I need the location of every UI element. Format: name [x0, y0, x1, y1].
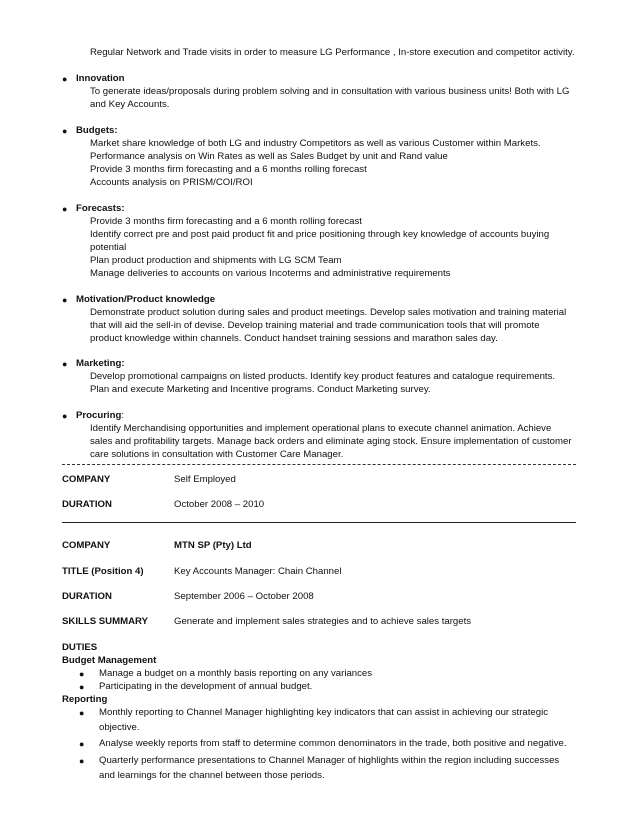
- section-heading-procuring: Procuring:: [76, 410, 124, 421]
- reporting-item-cont: and learnings for the channel between those periods.: [99, 770, 325, 781]
- budgets-line: Performance analysis on Win Rates as well as Sales Budget by unit and Rand value: [90, 151, 448, 162]
- job2-title-value: Key Accounts Manager: Chain Channel: [174, 566, 342, 577]
- motivation-line: product knowledge within channels. Conduct handset training sessions and marathon sales day.: [90, 333, 498, 344]
- job1-duration-label: DURATION: [62, 499, 112, 510]
- bullet-icon: ●: [62, 126, 68, 136]
- bullet-icon: ●: [79, 739, 85, 749]
- marketing-line: Plan and execute Marketing and Incentive programs. Conduct Marketing survey.: [90, 384, 431, 395]
- job2-duration-label: DURATION: [62, 591, 112, 602]
- reporting-heading: Reporting: [62, 694, 108, 705]
- reporting-item: Quarterly performance presentations to Channel Manager of highlights within the region including successes: [99, 755, 560, 766]
- reporting-item-cont: objective.: [99, 722, 140, 733]
- forecasts-line: Manage deliveries to accounts on various Incoterms and administrative requirements: [90, 268, 451, 279]
- section-heading-motivation: Motivation/Product knowledge: [76, 294, 216, 305]
- forecasts-line: Identify correct pre and post paid product fit and price positioning through key knowledge of accounts buying: [90, 229, 550, 240]
- job1-duration-value: October 2008 – 2010: [174, 499, 265, 510]
- job1-company-label: COMPANY: [62, 474, 111, 485]
- job2-duration-value: September 2006 – October 2008: [174, 591, 314, 602]
- forecasts-line: potential: [90, 242, 127, 253]
- reporting-item: Monthly reporting to Channel Manager highlighting key indicators that can assist in achieving our strategic: [99, 707, 549, 718]
- budget-item: Manage a budget on a monthly basis reporting on any variances: [99, 668, 373, 679]
- motivation-line: that will aid the sell-in of devise. Develop training material and trade communication tools that will promote: [90, 320, 540, 331]
- bullet-icon: ●: [62, 411, 68, 421]
- budget-item: Participating in the development of annual budget.: [99, 681, 313, 692]
- bullet-icon: ●: [62, 204, 68, 214]
- section-heading-innovation: Innovation: [76, 73, 125, 84]
- section-heading-forecasts: Forecasts:: [76, 203, 125, 214]
- motivation-line: Demonstrate product solution during sales and product meetings. Develop sales motivation and training material: [90, 307, 567, 318]
- budgets-line: Market share knowledge of both LG and industry Competitors as well as various Customer within Markets.: [90, 138, 541, 149]
- bullet-icon: ●: [62, 74, 68, 84]
- marketing-line: Develop promotional campaigns on listed products. Identify key product features and catalogue requirements.: [90, 371, 556, 382]
- duties-heading: DUTIES: [62, 642, 98, 653]
- budgets-line: Provide 3 months firm forecasting and a 6 months rolling forecast: [90, 164, 367, 175]
- bullet-icon: ●: [62, 295, 68, 305]
- innovation-line: and Key Accounts.: [90, 99, 170, 110]
- job2-skills-value: Generate and implement sales strategies and to achieve sales targets: [174, 616, 472, 627]
- budgets-line: Accounts analysis on PRISM/COI/ROI: [90, 177, 253, 188]
- section-heading-budgets: Budgets:: [76, 125, 118, 136]
- procuring-line: care solutions in consultation with Customer Care Manager.: [90, 449, 344, 460]
- forecasts-line: Plan product production and shipments with LG SCM Team: [90, 255, 342, 266]
- job2-company-value: MTN SP (Pty) Ltd: [174, 540, 252, 551]
- job2-skills-label: SKILLS SUMMARY: [62, 616, 148, 627]
- bullet-icon: ●: [79, 682, 85, 692]
- bullet-icon: ●: [79, 756, 85, 766]
- job2-company-label: COMPANY: [62, 540, 111, 551]
- procuring-line: Identify Merchandising opportunities and implement operational plans to execute channel animation. Achieve: [90, 423, 552, 434]
- innovation-line: To generate ideas/proposals during problem solving and in consultation with various business units! Both with LG: [90, 86, 570, 97]
- bullet-icon: ●: [79, 708, 85, 718]
- procuring-line: sales and profitability targets. Manage back orders and eliminate aging stock. Ensure implementation of customer: [90, 436, 572, 447]
- bullet-icon: ●: [79, 669, 85, 679]
- budget-management-heading: Budget Management: [62, 655, 157, 666]
- job1-company-value: Self Employed: [174, 474, 236, 485]
- section-divider: [62, 464, 576, 465]
- bullet-icon: ●: [62, 359, 68, 369]
- intro-line: Regular Network and Trade visits in order to measure LG Performance , In-store execution and competitor activity.: [90, 47, 575, 58]
- reporting-item: Analyse weekly reports from staff to determine common denominators in the trade, both positive and negative.: [99, 738, 567, 749]
- forecasts-line: Provide 3 months firm forecasting and a 6 month rolling forecast: [90, 216, 362, 227]
- section-divider: [62, 522, 576, 523]
- job2-title-label: TITLE (Position 4): [62, 566, 144, 577]
- section-heading-marketing: Marketing:: [76, 358, 125, 369]
